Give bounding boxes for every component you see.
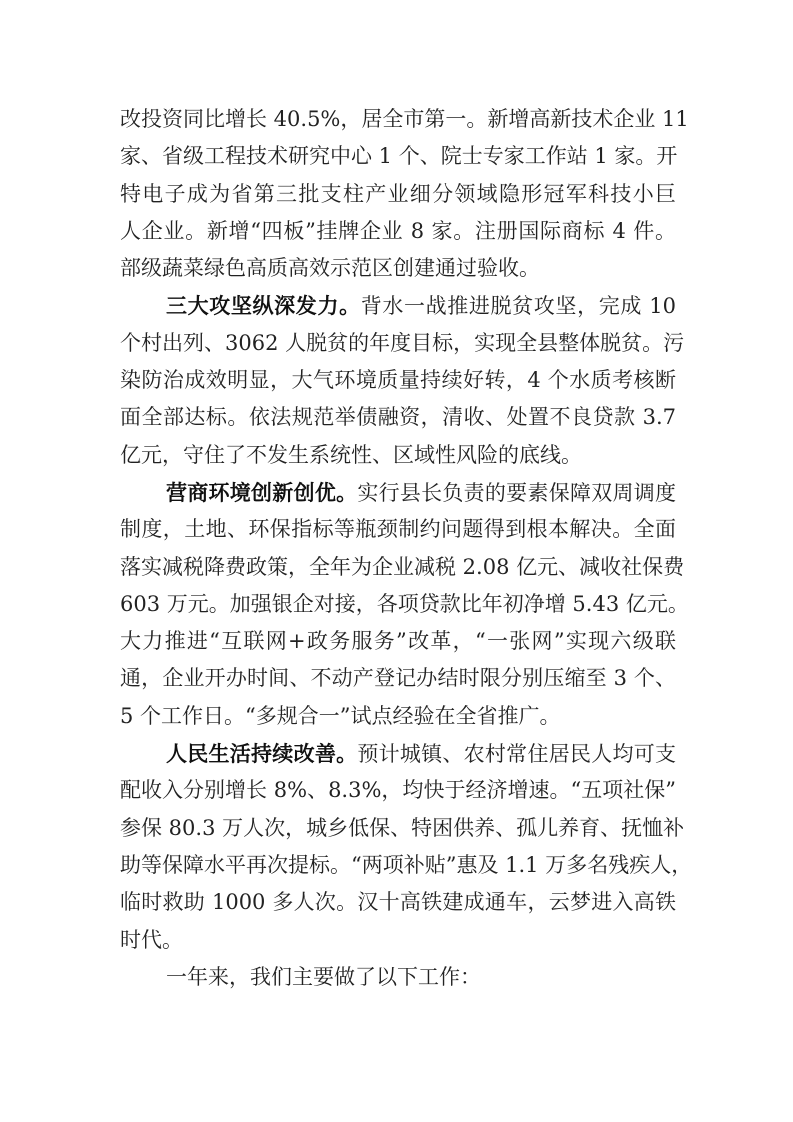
text-line: 落实减税降费政策，全年为企业减税 2.08 亿元、减收社保费	[120, 554, 685, 579]
text-line: 配收入分别增长 8%、8.3%，均快于经济增速。“五项社保”	[120, 778, 676, 803]
document-page	[120, 101, 693, 996]
paragraph	[120, 474, 689, 735]
text-line	[120, 287, 676, 324]
paragraph-heading: 营商环境创新创优。	[166, 479, 358, 505]
text-line: 临时救助 1000 多人次。汉十高铁建成通车，云梦进入高铁	[120, 890, 676, 915]
text-line: 特电子成为省第三批支柱产业细分领域隐形冠军科技小巨	[120, 181, 676, 206]
text-line: 家、省级工程技术研究中心 1 个、院士专家工作站 1 家。开	[120, 144, 678, 169]
paragraph	[120, 959, 676, 996]
text-line: 5 个工作日。“多规合一”试点经验在全省推广。	[120, 703, 561, 728]
paragraph	[120, 287, 685, 473]
paragraph	[120, 735, 693, 959]
text-line	[120, 735, 676, 772]
text-line: 制度，土地、环保指标等瓶颈制约问题得到根本解决。全面	[120, 517, 676, 542]
line-text: 背水一战推进脱贫攻坚，完成 10	[360, 294, 676, 319]
text-line: 参保 80.3 万人次，城乡低保、特困供养、孤儿养育、抚恤补	[120, 815, 685, 840]
paragraph	[120, 101, 689, 287]
text-line: 部级蔬菜绿色高质高效示范区创建通过验收。	[120, 256, 540, 281]
text-line: 通，企业开办时间、不动产登记办结时限分别压缩至 3 个、	[120, 666, 676, 691]
line-text: 实行县长负责的要素保障双周调度	[357, 480, 677, 505]
text-line: 染防治成效明显，大气环境质量持续好转，4 个水质考核断	[120, 368, 676, 393]
line-text: 一年来，我们主要做了以下工作：	[166, 964, 481, 989]
line-text: 预计城镇、农村常住居民人均可支	[357, 742, 677, 767]
text-line: 面全部达标。依法规范举债融资，清收、处置不良贷款 3.7	[120, 405, 676, 430]
text-line: 助等保障水平再次提标。“两项补贴”惠及 1.1 万多名残疾人，	[120, 852, 693, 877]
text-line: 人企业。新增“四板”挂牌企业 8 家。注册国际商标 4 件。	[120, 218, 676, 243]
paragraph-heading: 三大攻坚纵深发力。	[166, 293, 361, 319]
paragraph-heading: 人民生活持续改善。	[166, 741, 358, 767]
text-line: 时代。	[120, 927, 183, 952]
text-line: 个村出列、3062 人脱贫的年度目标，实现全县整体脱贫。污	[120, 330, 685, 355]
text-line	[120, 959, 676, 996]
text-line: 大力推进“互联网+政务服务”改革，“一张网”实现六级联	[120, 629, 676, 654]
text-line: 改投资同比增长 40.5%，居全市第一。新增高新技术企业 11	[120, 107, 689, 131]
text-line	[120, 474, 676, 511]
text-line: 603 万元。加强银企对接，各项贷款比年初净增 5.43 亿元。	[120, 591, 689, 616]
text-line: 亿元，守住了不发生系统性、区域性风险的底线。	[120, 442, 582, 467]
